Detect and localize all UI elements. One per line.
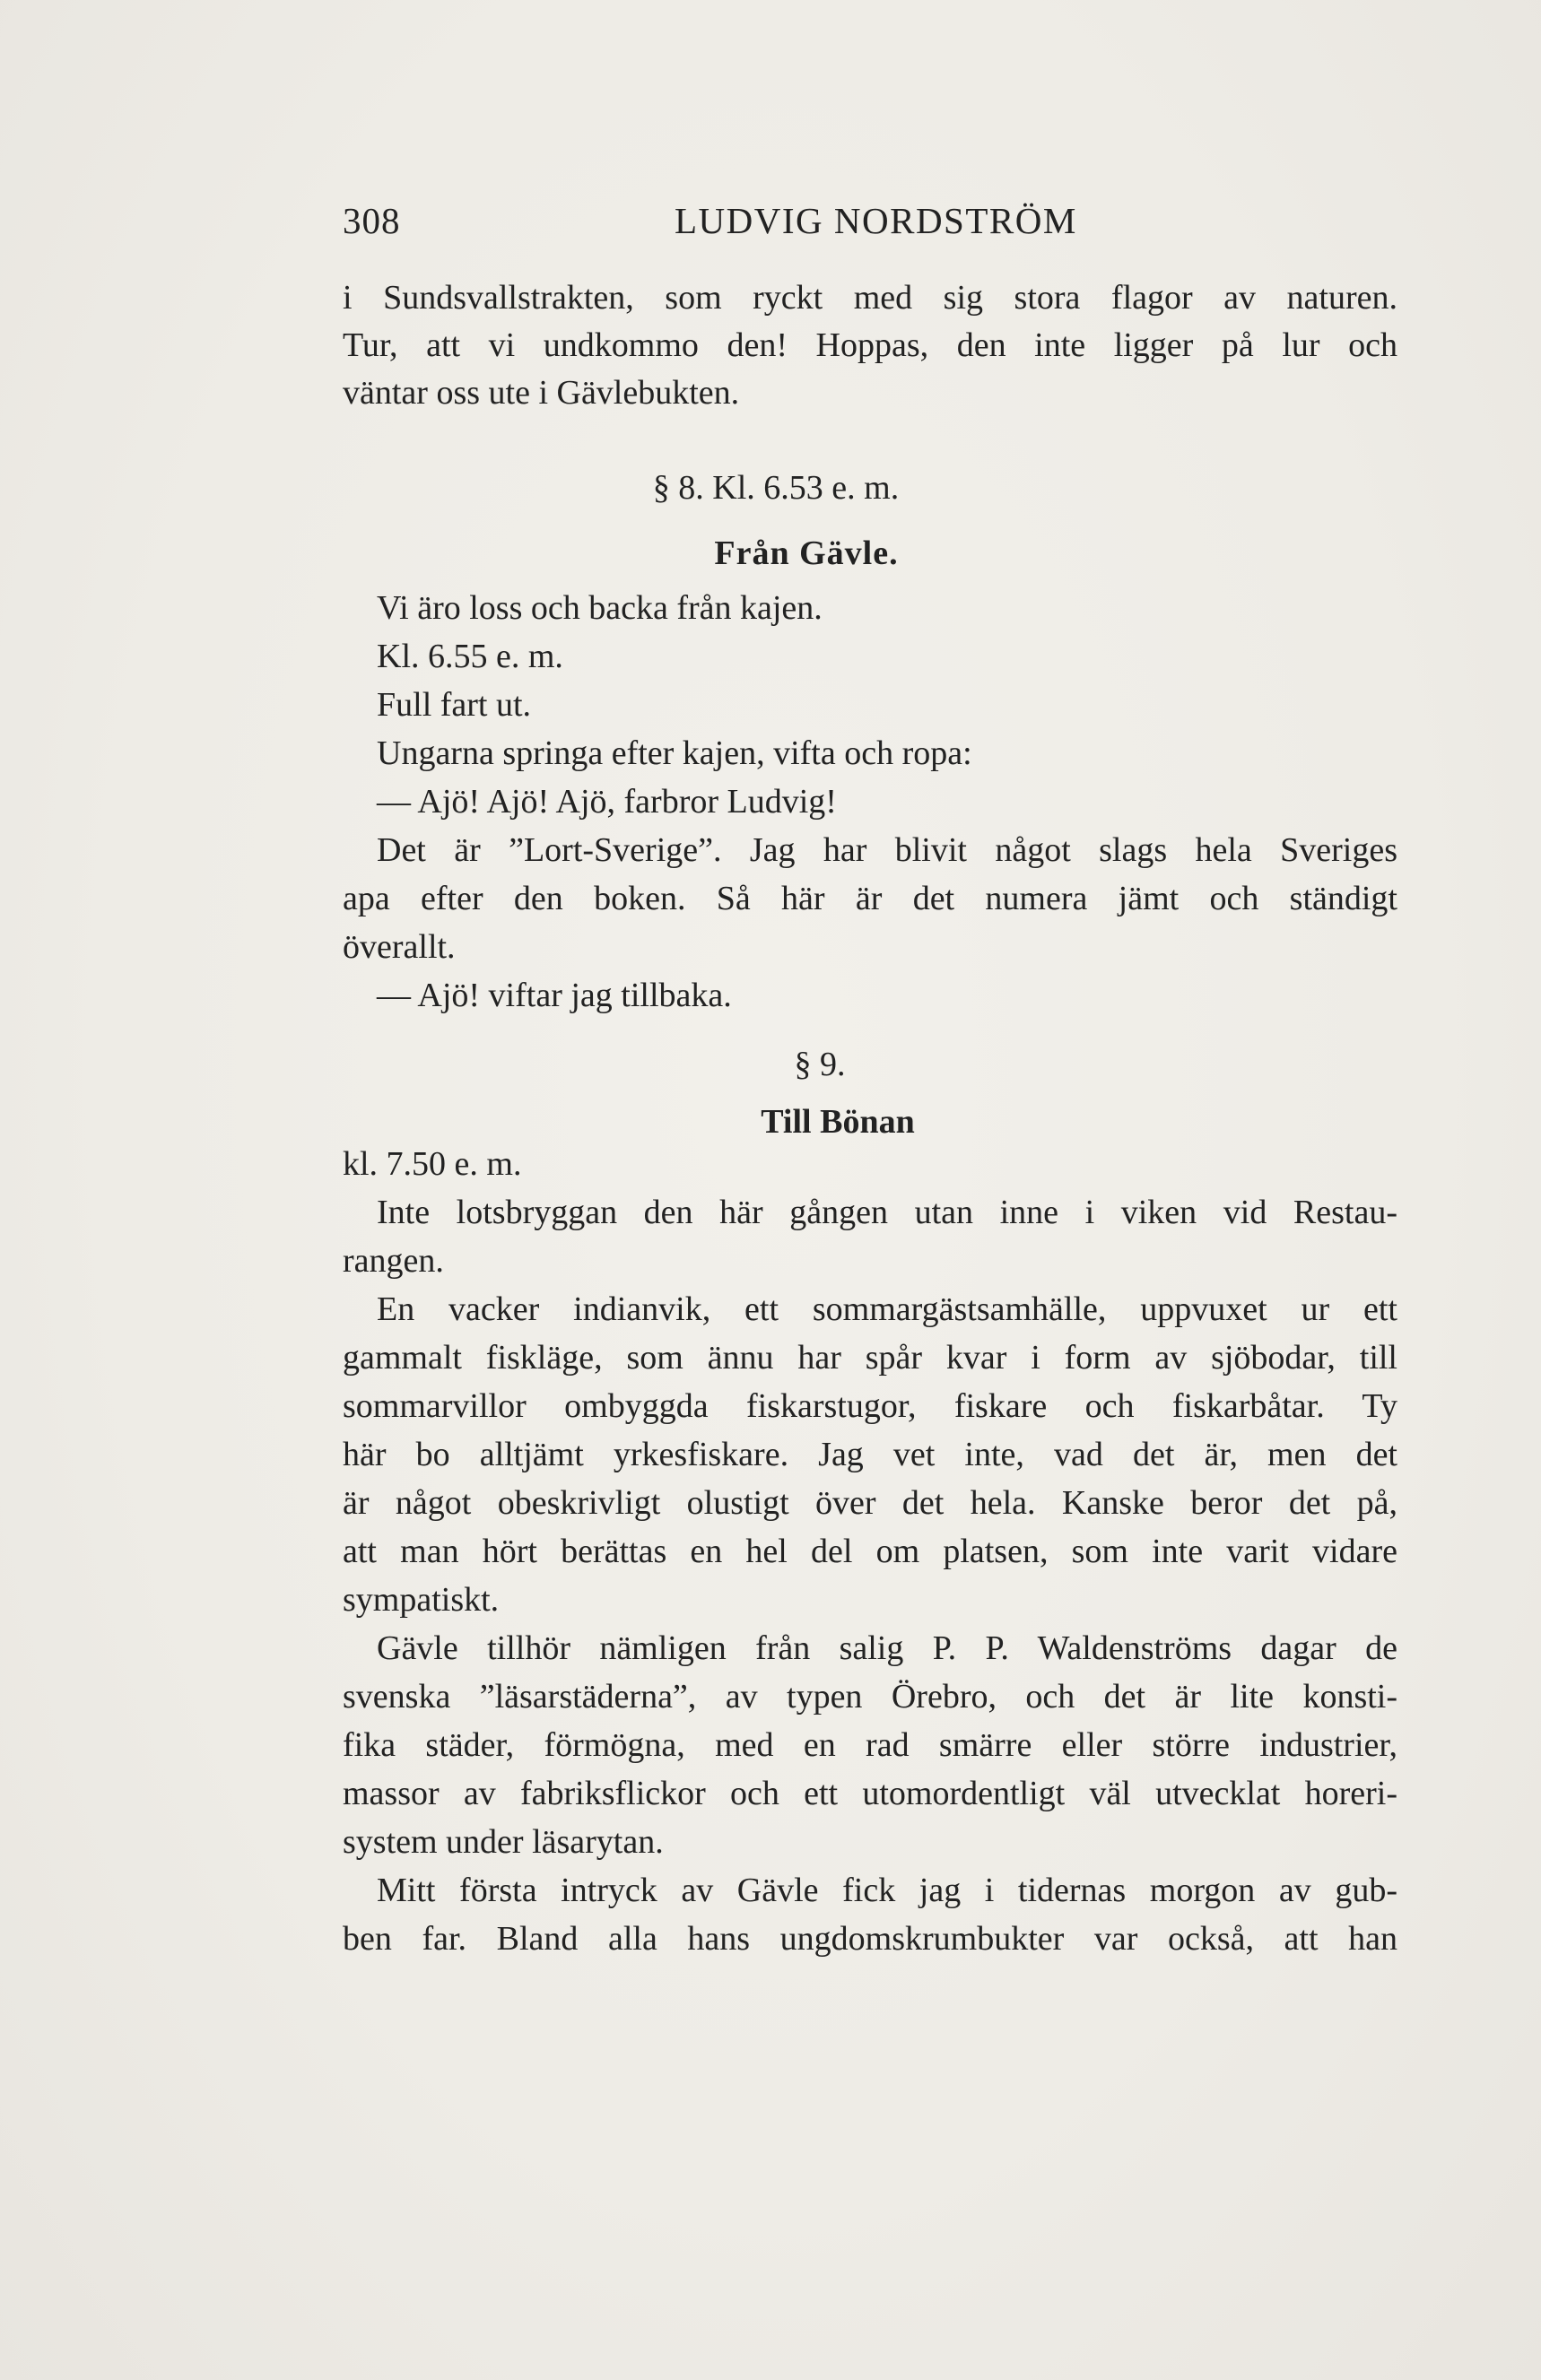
text-line: fika städer, förmögna, med en rad smärre eller större industrier, — [343, 1726, 1397, 1764]
page-number: 308 — [343, 200, 401, 241]
text-line: system under läsarytan. — [343, 1823, 664, 1861]
text-line: Gävle tillhör nämligen från salig P. P. Waldenströms dagar de — [377, 1629, 1397, 1667]
text-line: — Ajö! viftar jag tillbaka. — [377, 977, 732, 1014]
text-line: sympatiskt. — [343, 1581, 500, 1619]
text-line: Kl. 6.55 e. m. — [377, 638, 563, 675]
section-heading: Från Gävle. — [714, 534, 899, 572]
text-line: kl. 7.50 e. m. — [343, 1145, 522, 1183]
text-line: sommarvillor ombyggda fiskarstugor, fiskare och fiskarbåtar. Ty — [343, 1387, 1397, 1425]
text-line: — Ajö! Ajö! Ajö, farbror Ludvig! — [377, 783, 837, 821]
text-line: svenska ”läsarstäderna”, av typen Örebro, och det är lite konsti- — [343, 1678, 1397, 1716]
text-line: massor av fabriksflickor och ett utomordentligt väl utvecklat horeri- — [343, 1775, 1397, 1812]
text-line: En vacker indianvik, ett sommargästsamhälle, uppvuxet ur ett — [377, 1290, 1397, 1328]
text-line: Full fart ut. — [377, 686, 532, 724]
section-heading: Till Bönan — [761, 1103, 915, 1141]
text-line: Vi äro loss och backa från kajen. — [377, 589, 823, 627]
running-title: LUDVIG NORDSTRÖM — [675, 200, 1077, 241]
text-line: Mitt första intryck av Gävle fick jag i tidernas morgon av gub- — [377, 1872, 1397, 1909]
text-line: rangen. — [343, 1242, 444, 1280]
text-line: apa efter den boken. Så här är det numera jämt och ständigt — [343, 880, 1397, 917]
section-marker: § 9. — [794, 1046, 846, 1083]
page-header — [343, 199, 1401, 253]
section-marker: § 8. Kl. 6.53 e. m. — [652, 469, 900, 507]
text-line: ben far. Bland alla hans ungdomskrumbukter var också, att han — [343, 1920, 1397, 1958]
text-line: Det är ”Lort-Sverige”. Jag har blivit något slags hela Sveriges — [377, 831, 1397, 869]
text-line: gammalt fiskläge, som ännu har spår kvar i form av sjöbodar, till — [343, 1339, 1397, 1377]
text-line: att man hört berättas en hel del om platsen, som inte varit vidare — [343, 1533, 1397, 1570]
text-line: Tur, att vi undkommo den! Hoppas, den inte ligger på lur och — [343, 326, 1397, 364]
text-line: överallt. — [343, 928, 456, 966]
text-line: här bo alltjämt yrkesfiskare. Jag vet inte, vad det är, men det — [343, 1436, 1397, 1473]
text-line: i Sundsvallstrakten, som ryckt med sig stora flagor av naturen. — [343, 279, 1397, 317]
text-line: Inte lotsbryggan den här gången utan inne i viken vid Restau- — [377, 1194, 1397, 1231]
text-line: är något obeskrivligt olustigt över det hela. Kanske beror det på, — [343, 1484, 1397, 1522]
text-line: Ungarna springa efter kajen, vifta och ropa: — [377, 734, 972, 772]
text-line: väntar oss ute i Gävlebukten. — [343, 374, 740, 412]
